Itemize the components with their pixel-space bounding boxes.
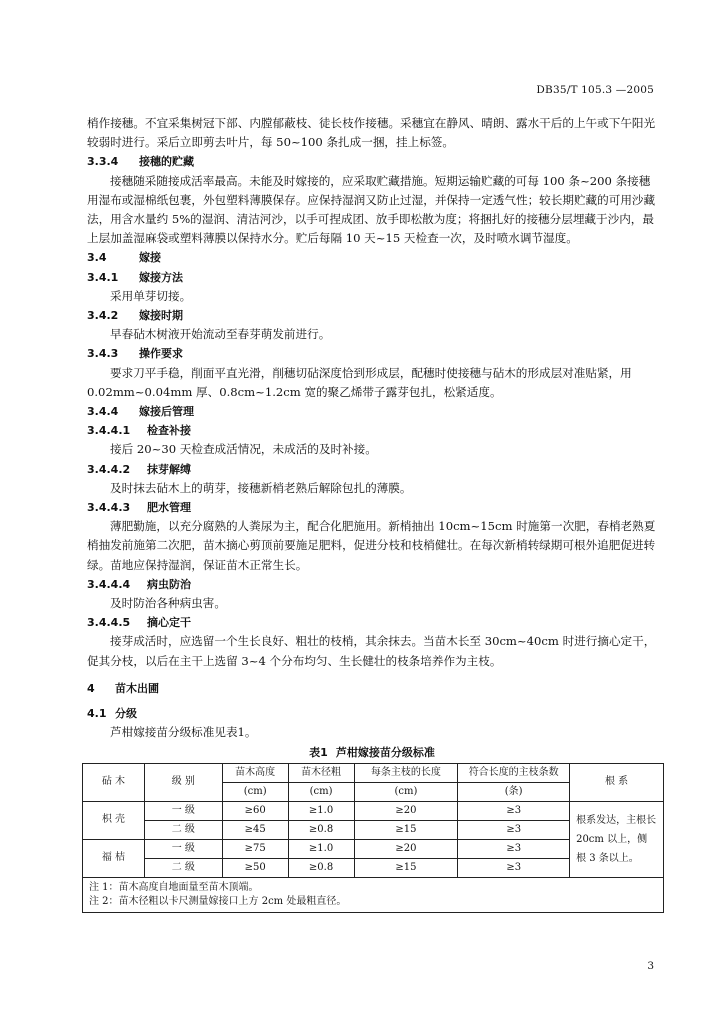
heading-3-4-4-5 — [87, 613, 657, 632]
unit-height: (cm) — [222, 782, 288, 801]
paragraph-3-4-4-2: 及时抹去砧木上的萌芽，接穗新梢老熟后解除包扎的薄膜。 — [110, 480, 412, 495]
section-title: 接穗的贮藏 — [139, 155, 194, 169]
section-title: 嫁接 — [139, 251, 161, 265]
paragraph-4-1: 芦柑嫁接苗分级标准见表1。 — [110, 725, 257, 740]
note-2: 注 2：苗木径粗以卡尺测量嫁接口上方 2cm 处最粗直径。 — [89, 895, 347, 907]
count-cell: ≥3 — [458, 839, 570, 858]
table-header-row — [83, 763, 664, 782]
header-diameter: 苗木径粗 — [288, 763, 354, 782]
length-cell: ≥20 — [354, 801, 458, 820]
section-title: 病虫防治 — [147, 577, 191, 591]
section-number: 4 — [87, 681, 95, 695]
unit-branch-length: (cm) — [354, 782, 458, 801]
section-number: 3.4.4.5 — [87, 616, 131, 630]
paragraph-3-4-1: 采用单芽切接。 — [110, 288, 192, 303]
table-notes — [83, 877, 664, 912]
heading-3-4-4-2 — [87, 460, 657, 479]
diameter-cell: ≥1.0 — [288, 801, 354, 820]
header-branch-count: 符合长度的主枝条数 — [458, 763, 570, 782]
section-number: 3.4.2 — [87, 309, 119, 323]
section-number: 3.4.3 — [87, 347, 119, 361]
section-number: 3.4.4 — [87, 405, 119, 419]
diameter-cell: ≥0.8 — [288, 820, 354, 839]
document-body — [87, 114, 657, 913]
section-title: 苗木出圃 — [115, 681, 159, 695]
section-title: 肥水管理 — [147, 501, 191, 515]
page-number: 3 — [647, 960, 654, 972]
header-grade: 级 别 — [144, 763, 222, 801]
paragraph-3-4-2: 早春砧木树液开始流动至春芽萌发前进行。 — [110, 327, 331, 342]
header-height: 苗木高度 — [222, 763, 288, 782]
height-cell: ≥45 — [222, 820, 288, 839]
grading-table — [82, 763, 664, 913]
heading-3-4 — [87, 248, 657, 267]
heading-4-1 — [87, 704, 657, 723]
paragraph-continued: 梢作接穗。不宜采集树冠下部、内膛郁蔽枝、徒长枝作接穗。采穗宜在静风、晴朗、露水干后的上午或下午阳光较弱时进行。采后立即剪去叶片，每 50~100 条扎成一捆，挂上标签。 — [87, 116, 656, 150]
diameter-cell: ≥0.8 — [288, 858, 354, 877]
paragraph-3-3-4: 接穗随采随接成活率最高。未能及时嫁接的，应采取贮藏措施。短期运输贮藏的可每 100 条~200 条接穗用湿布或湿棉纸包裹，外包塑料薄膜保存。应保持湿润又防止过湿，并保持一定透气性；较长期贮藏的可用沙藏法，用含水量约 5%的湿润、清洁河沙，以手可捏成团、放手即松散为度；将捆扎好的接穗分层埋藏于沙内，最上层加盖湿麻袋或塑料薄膜以保持水分。贮后每隔 10 天~15 天检查一次，及时喷水调节湿度。 — [87, 173, 656, 246]
table-note-row — [83, 877, 664, 912]
section-title: 嫁接时期 — [139, 309, 183, 323]
section-number: 3.4.1 — [87, 270, 119, 284]
grade-cell: 一 级 — [144, 801, 222, 820]
heading-3-3-4 — [87, 152, 657, 171]
section-number: 3.4 — [87, 251, 107, 265]
heading-3-4-4 — [87, 402, 657, 421]
table-caption — [87, 745, 657, 761]
heading-3-4-2 — [87, 306, 657, 325]
section-title: 嫁接方法 — [139, 270, 183, 284]
rootstock-cell: 福 桔 — [83, 839, 145, 877]
paragraph-3-4-4-1: 接后 20~30 天检查成活情况，未成活的及时补接。 — [110, 442, 377, 457]
heading-3-4-4-1 — [87, 421, 657, 440]
rootstock-cell: 枳 壳 — [83, 801, 145, 839]
standard-code: DB35/T 105.3 —2005 — [536, 84, 654, 96]
paragraph-3-4-4-3: 薄肥勤施，以充分腐熟的人粪尿为主，配合化肥施用。新梢抽出 10cm~15cm 时施第一次肥，春梢老熟夏梢抽发前施第二次肥，苗木摘心剪顶前要施足肥料，促进分枝和枝梢健壮。在每次新梢转绿期可根外追肥促进转绿。苗地应保持湿润，保证苗木正常生长。 — [87, 519, 656, 572]
heading-3-4-3 — [87, 344, 657, 363]
header-rootstock: 砧 木 — [83, 763, 145, 801]
diameter-cell: ≥1.0 — [288, 839, 354, 858]
paragraph-3-4-3: 要求刀平手稳，削面平直光滑，削穗切砧深度恰到形成层，配穗时使接穗与砧木的形成层对准贴紧，用 0.02mm~0.04mm 厚、0.8cm~1.2cm 宽的聚乙烯带子露芽包扎，松紧适度。 — [87, 365, 632, 399]
height-cell: ≥75 — [222, 839, 288, 858]
header-roots: 根 系 — [570, 763, 664, 801]
section-title: 嫁接后管理 — [139, 405, 194, 419]
note-1: 注 1：苗木高度自地面量至苗木顶端。 — [89, 881, 259, 893]
section-number: 3.4.4.4 — [87, 577, 131, 591]
length-cell: ≥15 — [354, 858, 458, 877]
table-title: 芦柑嫁接苗分级标准 — [335, 745, 435, 759]
length-cell: ≥15 — [354, 820, 458, 839]
paragraph-3-4-4-5: 接芽成活时，应选留一个生长良好、粗壮的枝梢，其余抹去。当苗木长至 30cm~40cm 时进行摘心定干，促其分枝，以后在主干上选留 3~4 个分布均匀、生长健壮的枝条培养作为主枝。 — [87, 634, 656, 668]
section-number: 3.3.4 — [87, 155, 119, 169]
roots-cell: 根系发达，主根长 20cm 以上，侧根 3 条以上。 — [570, 801, 664, 877]
section-title: 检查补接 — [147, 424, 191, 438]
header-branch-length: 每条主枝的长度 — [354, 763, 458, 782]
section-number: 3.4.4.3 — [87, 501, 131, 515]
table-number: 表1 — [309, 745, 328, 759]
unit-diameter: (cm) — [288, 782, 354, 801]
height-cell: ≥50 — [222, 858, 288, 877]
count-cell: ≥3 — [458, 820, 570, 839]
section-number: 3.4.4.1 — [87, 424, 131, 438]
count-cell: ≥3 — [458, 801, 570, 820]
height-cell: ≥60 — [222, 801, 288, 820]
section-number: 4.1 — [87, 707, 107, 721]
count-cell: ≥3 — [458, 858, 570, 877]
table-row — [83, 801, 664, 820]
section-title: 分级 — [115, 707, 137, 721]
grade-cell: 二 级 — [144, 820, 222, 839]
heading-4 — [87, 679, 657, 698]
length-cell: ≥20 — [354, 839, 458, 858]
section-title: 抹芽解缚 — [147, 462, 191, 476]
grade-cell: 二 级 — [144, 858, 222, 877]
heading-3-4-4-4 — [87, 575, 657, 594]
paragraph-3-4-4-4: 及时防治各种病虫害。 — [110, 596, 226, 611]
heading-3-4-1 — [87, 268, 657, 287]
grade-cell: 一 级 — [144, 839, 222, 858]
section-title: 摘心定干 — [147, 616, 191, 630]
section-title: 操作要求 — [139, 347, 183, 361]
heading-3-4-4-3 — [87, 498, 657, 517]
section-number: 3.4.4.2 — [87, 462, 131, 476]
unit-branch-count: (条) — [458, 782, 570, 801]
